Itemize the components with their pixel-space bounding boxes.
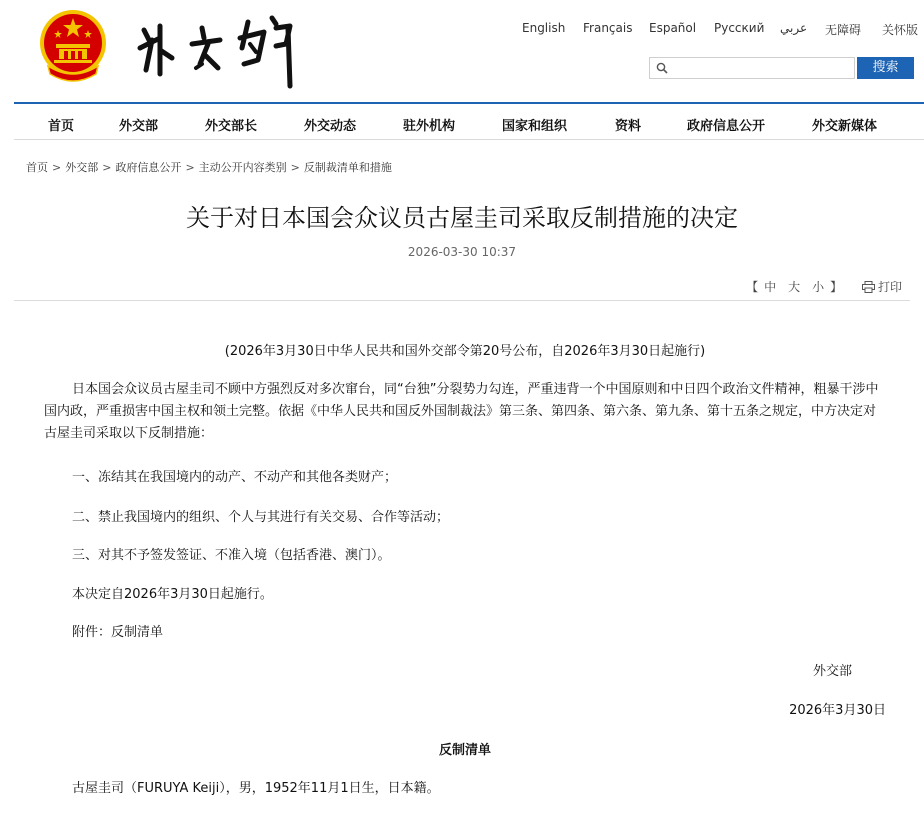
signature: 外交部 <box>812 664 852 679</box>
nav-ministry[interactable]: 外交部 <box>119 119 159 134</box>
nav-diplomatic-news[interactable]: 外交动态 <box>304 119 357 134</box>
measure-item: 三、对其不予签发签证、不准入境（包括香港、澳门）。 <box>72 548 391 563</box>
font-size-close-bracket: 】 <box>830 280 843 294</box>
breadcrumb-separator: > <box>102 161 112 174</box>
content-divider <box>14 300 910 301</box>
language-bar <box>500 21 924 37</box>
article-tools <box>746 278 902 295</box>
search-input[interactable] <box>672 59 854 79</box>
search-icon <box>656 62 668 74</box>
print-label: 打印 <box>877 280 902 294</box>
breadcrumb-separator: > <box>52 161 62 174</box>
accessibility-link[interactable]: 无障碍 <box>825 23 862 37</box>
elder-care-mode-link[interactable]: 关怀版 <box>882 23 919 37</box>
page-title: 关于对日本国会众议员古屋圭司采取反制措施的决定 <box>186 204 738 232</box>
lang-spanish-link[interactable]: Español <box>649 21 697 35</box>
attachment-text: 附件：反制清单 <box>72 625 164 640</box>
measure-item: 二、禁止我国境内的组织、个人与其进行有关交易、合作等活动； <box>72 510 450 525</box>
effective-date-text: 本决定自2026年3月30日起施行。 <box>72 587 273 602</box>
font-size-open-bracket: 【 <box>746 280 759 294</box>
breadcrumb-separator: > <box>185 161 195 174</box>
nav-resources[interactable]: 资料 <box>615 119 642 134</box>
list-entry: 古屋圭司（FURUYA Keiji），男，1952年11月1日生，日本籍。 <box>72 781 440 796</box>
breadcrumb-home[interactable]: 首页 <box>26 161 48 174</box>
site-header <box>0 0 924 100</box>
lang-english-link[interactable]: English <box>522 21 566 35</box>
breadcrumb-ministry[interactable]: 外交部 <box>65 161 99 174</box>
nav-minister[interactable]: 外交部长 <box>205 119 258 134</box>
breadcrumb-countersanction-list[interactable]: 反制裁清单和措施 <box>303 161 392 174</box>
font-size-small-button[interactable]: 小 <box>812 280 825 294</box>
nav-government-info[interactable]: 政府信息公开 <box>687 119 766 134</box>
breadcrumb-content-category[interactable]: 主动公开内容类别 <box>198 161 287 174</box>
lang-arabic-link[interactable]: عربي <box>780 21 808 35</box>
print-button[interactable] <box>862 280 902 294</box>
search-button[interactable]: 搜索 <box>857 57 914 79</box>
publish-date: 2026-03-30 10:37 <box>407 245 517 259</box>
lang-french-link[interactable]: Français <box>583 21 633 35</box>
measure-item: 一、冻结其在我国境内的动产、不动产和其他各类财产； <box>72 470 398 485</box>
article-paragraph: 日本国会众议员古屋圭司不顾中方强烈反对多次窜台，同“台独”分裂势力勾连，严重违背一个中国原则和中日四个政治文件精神，粗暴干涉中国内政，严重损害中国主权和领土完整。依据《中华人民共和国反外国制裁法》第三条、第四条、第六条、第九条、第十五条之规定，中方决定对古屋圭司采取以下反制措施： <box>44 382 879 441</box>
breadcrumb <box>26 159 392 175</box>
nav-new-media[interactable]: 外交新媒体 <box>812 119 878 134</box>
nav-home[interactable]: 首页 <box>48 119 75 134</box>
nav-countries-organizations[interactable]: 国家和组织 <box>502 119 568 134</box>
signature-date: 2026年3月30日 <box>789 703 886 718</box>
national-emblem-logo[interactable] <box>38 8 108 84</box>
main-nav <box>14 102 924 140</box>
font-size-large-button[interactable]: 中 <box>764 280 777 294</box>
search-box <box>649 57 855 79</box>
nav-missions-abroad[interactable]: 驻外机构 <box>403 119 456 134</box>
list-title: 反制清单 <box>438 743 491 758</box>
breadcrumb-separator: > <box>290 161 300 174</box>
breadcrumb-government-info[interactable]: 政府信息公开 <box>115 161 182 174</box>
decree-notice: (2026年3月30日中华人民共和国外交部令第20号公布，自2026年3月30日起施行) <box>224 344 706 359</box>
font-size-medium-button[interactable]: 大 <box>788 280 801 294</box>
ministry-calligraphy-logo[interactable] <box>130 8 310 90</box>
lang-russian-link[interactable]: Русский <box>714 21 765 35</box>
printer-icon <box>862 281 875 293</box>
